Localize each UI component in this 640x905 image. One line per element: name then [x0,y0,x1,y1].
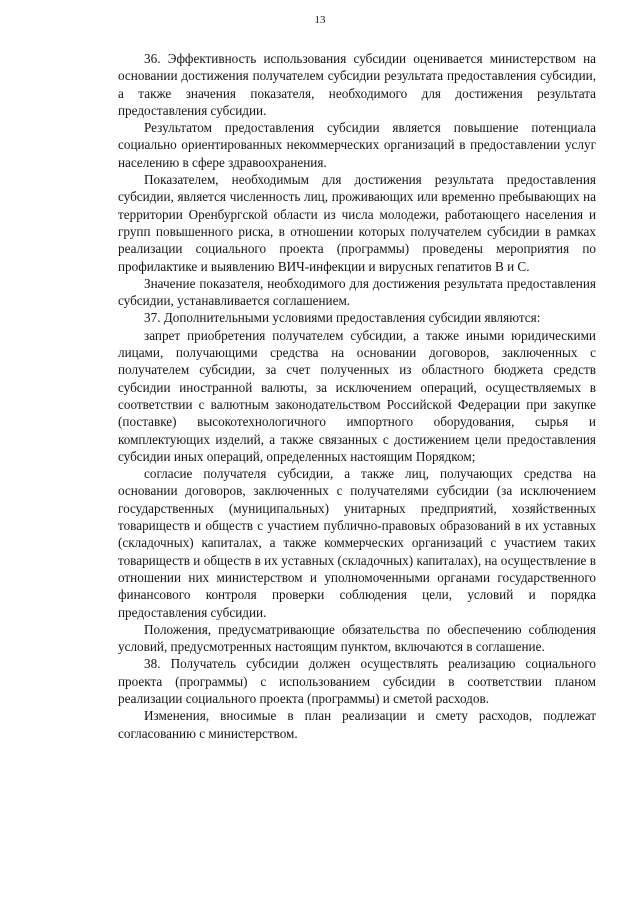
paragraph-currency-ban: запрет приобретения получателем субсидии, а также иными юридическими лицами, получающими средства на основании договоров, заключенных с получателем субсидии, за счет полученных из областного бюджета средств субсидии иностранной валюты, за исключением операций, осуществляемых в соответствии с валютным законодательством Российской Федерации при закупке (поставке) высокотехнологичного импортного оборудования, сырья и комплектующих изделий, а также связанных с достижением цели предоставления субсидии иных операций, определенных настоящим Порядком; [118,327,596,464]
paragraph-indicator: Показателем, необходимым для достижения результата предоставления субсидии, является численность лиц, проживающих или временно пребывающих на территории Оренбургской области из числа молодежи, работающего населения и групп повышенного риска, в отношении которых получателем субсидии в рамках реализации социального проекта (программы) проведены мероприятия по профилактике и выявлению ВИЧ-инфекции и вирусных гепатитов В и С. [118,172,596,274]
paragraph-result: Результатом предоставления субсидии является повышение потенциала социально ориентированных некоммерческих организаций в предоставлении услуг населению в сфере здравоохранения. [118,120,596,170]
paragraph-changes: Изменения, вносимые в план реализации и смету расходов, подлежат согласованию с министерством. [118,708,596,741]
paragraph-consent: согласие получателя субсидии, а также лиц, получающих средства на основании договоров, заключенных с получателями субсидии (за исключением государственных (муниципальных) унитарных предприятий, хозяйственных товариществ и обществ с участием публично-правовых образований в их уставных (складочных) капиталах, а также коммерческих организаций с участием таких товариществ и обществ в их уставных (складочных) капиталах), на осуществление в отношении них министерством и уполномоченными органами государственного финансового контроля проверки соблюдения цели, условий и порядка предоставления субсидии. [118,466,596,620]
document-body [118,50,596,742]
paragraph-indicator-value: Значение показателя, необходимого для достижения результата предоставления субсидии, устанавливается соглашением. [118,275,596,309]
paragraph-provisions: Положения, предусматривающие обязательства по обеспечению соблюдения условий, предусмотренных настоящим пунктом, включаются в соглашение. [118,621,596,655]
paragraph-37: 37. Дополнительными условиями предоставления субсидии являются: [144,310,541,326]
paragraph-38: 38. Получатель субсидии должен осуществлять реализацию социального проекта (программы) с использованием субсидии в соответствии планом реализации социального проекта (программы) и сметой расходов. [118,656,596,706]
paragraph-36: 36. Эффективность использования субсидии оценивается министерством на основании достижения получателем субсидии результата предоставления субсидии, а также значения показателя, необходимого для достижения результата предоставления субсидии. [118,51,596,118]
page-number: 13 [314,14,326,26]
